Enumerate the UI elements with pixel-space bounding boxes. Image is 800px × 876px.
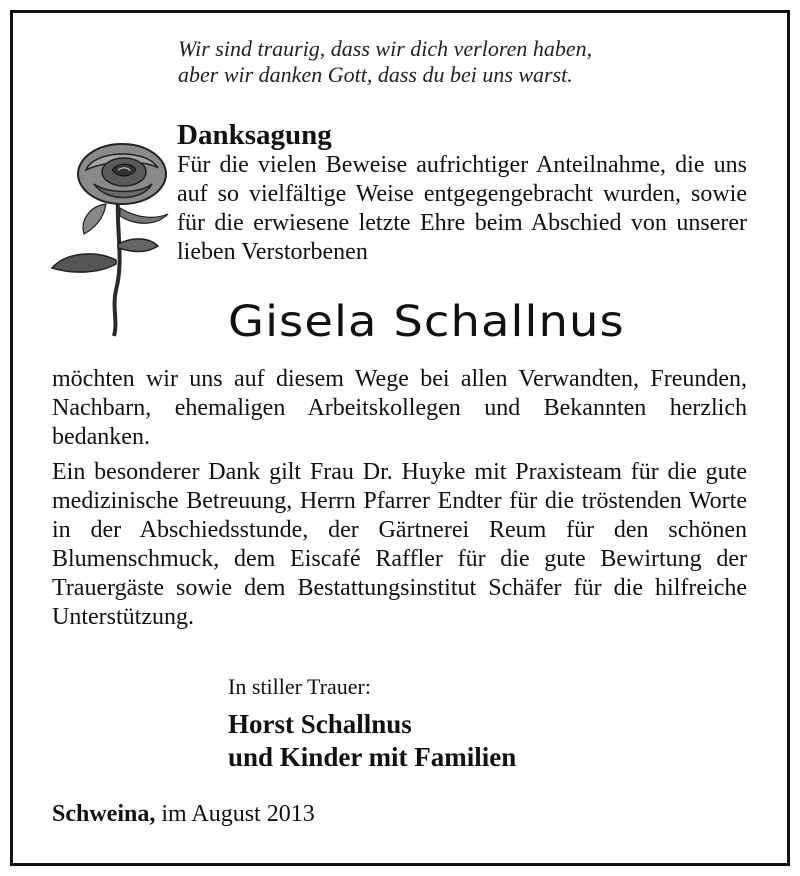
date: im August 2013 xyxy=(161,801,315,827)
mourners xyxy=(228,708,516,774)
place: Schweina, xyxy=(52,801,156,827)
verse xyxy=(178,36,738,88)
mourner-line-1: Horst Schallnus xyxy=(228,709,412,739)
place-date xyxy=(52,800,315,829)
thanks-paragraph: möchten wir uns auf diesem Wege bei allen Verwandten, Freunden, Nachbarn, ehemaligen Arbeitskollegen und Bekannten herzlich bedanken. xyxy=(52,366,747,450)
rose-icon xyxy=(46,140,176,340)
verse-line-1: Wir sind traurig, dass wir dich verloren haben, xyxy=(178,36,593,61)
intro-paragraph: Für die vielen Beweise aufrichtiger Anteilnahme, die uns auf so vielfältige Weise entgegengebracht wurden, sowie für die erwiesene letzte Ehre beim Abschied von unserer lieben Verstorbenen xyxy=(177,152,747,265)
verse-line-2: aber wir danken Gott, dass du bei uns warst. xyxy=(178,62,573,87)
mourning-label: In stiller Trauer: xyxy=(228,674,371,699)
special-thanks-paragraph: Ein besonderer Dank gilt Frau Dr. Huyke mit Praxisteam für die gute medizinische Betreuung, Herrn Pfarrer Endter für die tröstenden Worte in der Abschiedsstunde, der Gärtnerei Reum für den schönen Blumenschmuck, dem Eiscafé Raffler für die gute Bewirtung der Trauergäste sowie dem Bestattungsinstitut Schäfer für die hilfreiche Unterstützung. xyxy=(52,459,747,630)
mourner-line-2: und Kinder mit Familien xyxy=(228,742,517,772)
page-title: Danksagung xyxy=(177,119,332,151)
deceased-name: Gisela Schallnus xyxy=(228,297,625,347)
